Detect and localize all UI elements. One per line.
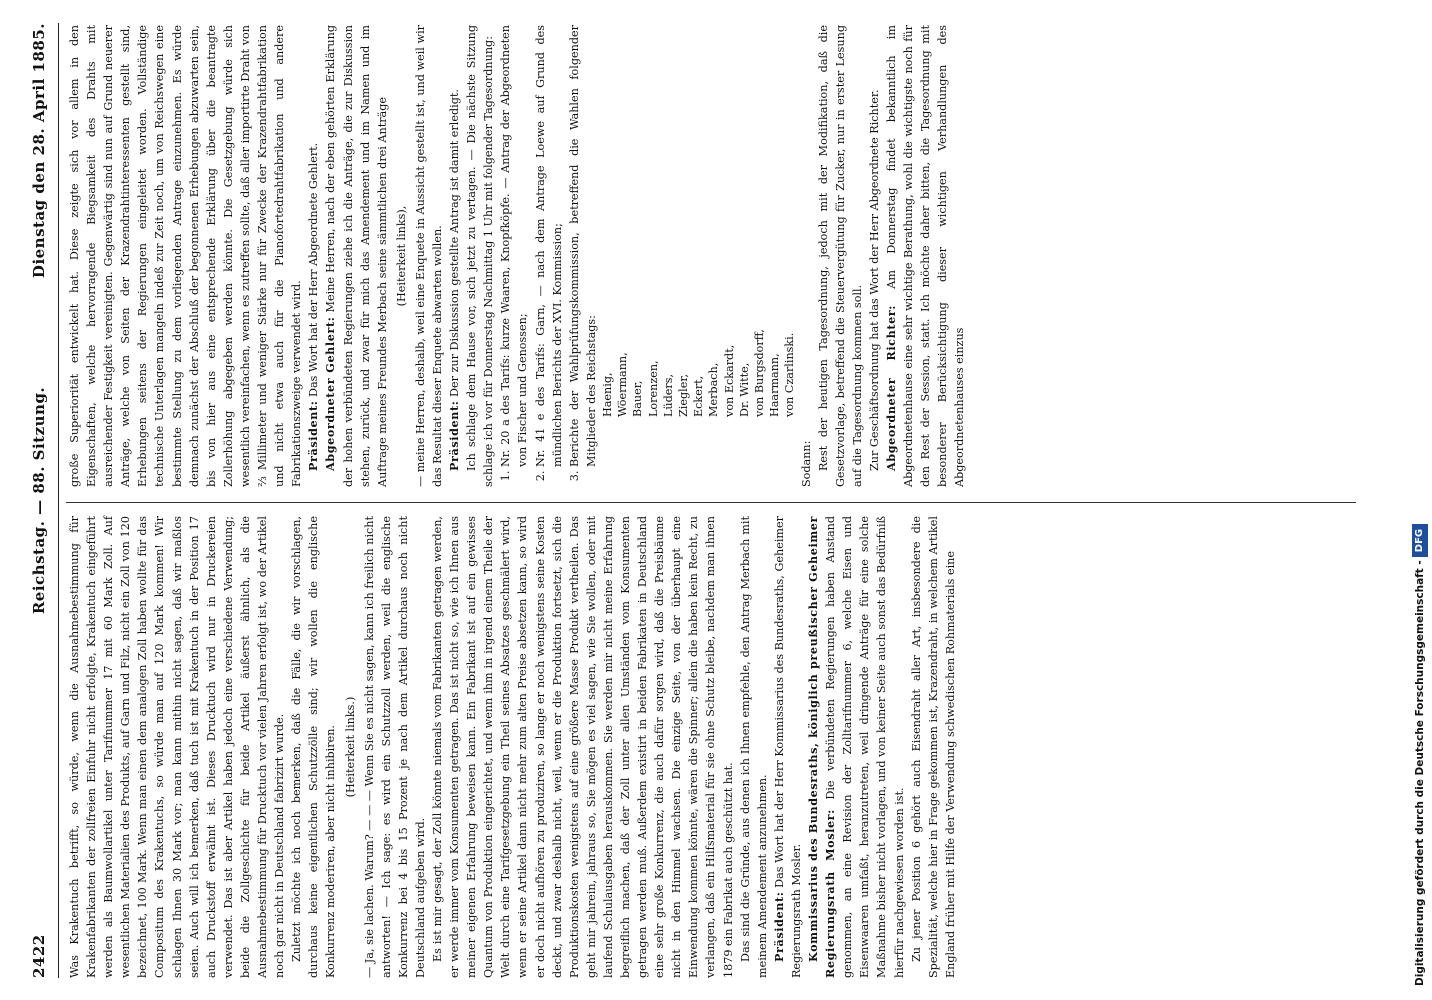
member-name: von Eckardt,	[722, 344, 736, 417]
running-header	[30, 23, 54, 978]
right-text-column	[66, 25, 968, 487]
member-name: Ziegler,	[676, 373, 690, 417]
digitization-banner	[1410, 0, 1430, 1000]
member-name: Lüders,	[661, 373, 675, 417]
member-name: Bauer,	[631, 380, 645, 417]
member-names-list	[600, 25, 798, 417]
speech-text: Der zur Diskussion gestellte Antrag ist damit erledigt.	[448, 89, 462, 397]
member-name: von Burgsdorff,	[752, 329, 766, 417]
session-title: Reichstag. — 88. Sitzung.	[30, 386, 48, 615]
speech-text: Meine Herren, nach der eben gehörten Erklärung der hohen verbündeten Regierungen ziehe ich die Anträge, die zur Diskussion stehen, zurück, und zwar für mich das Amendement und im Namen und im Auftrage meines Freundes Merbach seine sämmtlichen drei Anträge	[324, 25, 389, 487]
speech-text: Das Wort hat der Herr Abgeordnete Gehlert.	[307, 142, 321, 397]
paragraph: Zur Geschäftsordnung hat das Wort der Herr Abgeordnete Richter.	[867, 89, 881, 471]
dfg-logo: DFG	[1412, 524, 1428, 557]
speaker-name: Präsident:	[447, 400, 462, 471]
paragraph: Ich schlage dem Hause vor, sich jetzt zu vertagen. — Die nächste Sitzung schlage ich vor für Donnerstag Nachmittag 1 Uhr mit folgender Tagesordnung:	[465, 25, 496, 487]
speech-text: Das Wort hat der Herr Kommissarius des Bundesraths, Geheimer Regierungsrath Mosler.	[772, 516, 803, 978]
column-divider	[66, 502, 1356, 503]
header-rule	[58, 23, 59, 978]
paragraph: Sodann:	[799, 440, 813, 487]
member-name: Haenig,	[600, 372, 614, 417]
paragraph: Zuletzt möchte ich noch bemerken, daß die Fälle, die wir vorschlagen, durchaus keine eigentlichen Schutzzölle sind; wir wollen die englische Konkurrenz moderiren, aber nicht inhibiren.	[290, 516, 338, 978]
speaker-paragraph	[805, 516, 908, 978]
agenda-item: 2. Nr. 41 e des Tarifs: Garn, — nach dem Antrage Loewe auf Grund des mündlichen Berichts der XVI. Kommission;	[532, 25, 566, 467]
agenda-list	[497, 25, 600, 487]
speaker-name: Präsident:	[771, 891, 786, 962]
paragraph: Zu jener Position 6 gehört auch Eisendraht aller Art, insbesondere die Spezialität, welche hier in Frage gekommen ist, Krazendraht, in welchem Artikel England früher mit Hilfe der Verwendung schwedischen Rohmaterials eine	[909, 516, 957, 978]
paragraph: — Ja, sie lachen. Warum? — — — Wenn Sie es nicht sagen, kann ich freilich nicht antworten! — Ich sage: es wird ein Schutzzoll werden, weil die englische Konkurrenz bei 4 bis 15 Prozent je nach dem Artikel durchaus noch nicht Deutschland aufgeben wird.	[362, 516, 427, 978]
speaker-name: Kommissarius des Bundesraths, königlich preußischer Geheimer Regierungsrath Mosler:	[806, 516, 838, 978]
member-name: Eckert,	[692, 375, 706, 417]
agenda-item: 1. Nr. 20 a des Tarifs: kurze Waaren, Knopfköpfe. — Antrag der Abgeordneten von Fischer und Genossen;	[497, 25, 531, 467]
speech-text: Die verbündeten Regierungen haben Anstand genommen, an eine Revision der Zolltarifnummer 6, welche Eisen und Eisenwaaren umfaßt, heranzutreten, weil dringende Anträge für eine solche Maßnahme bisher nicht vorlagen, und von keiner Seite auch sonst das Bedürfniß hierfür nachgewiesen worden ist.	[824, 516, 906, 978]
paragraph: Es ist mir gesagt, der Zoll könnte niemals vom Fabrikanten getragen werden, er werde immer vom Konsumenten getragen. Das ist nicht so, wie ich Ihnen aus meiner eigenen Erfahrung beweisen kann. Ein Fabrikant ist auf ein gewisses Quantum von Produktion eingerichtet, und wenn ihm in irgend einem Theile der Welt durch eine Tarifgesetzgebung ein Theil seines Absatzes geschmälert wird, wenn er seine Artikel dann nicht mehr zum alten Preise absetzen kann, so wird er doch nicht aufhören zu produziren, so lange er noch wenigstens seine Kosten deckt, und zwar deshalb nicht, weil, wenn er die Produktion fortsetzt, sich die Produktionskosten wenigstens auf eine größere Masse Produkt vertheilen. Das geht mir jahrein, jahraus so, Sie mögen es viel sagen, wie Sie wollen, oder mit laufend Schulausgaben herauskommen. Sie werden mir nicht meine Erfahrung begreiflich machen, daß der Zoll unter allen Umständen vom Konsumenten getragen werden muß. Außerdem existirt in beiden Fabrikaten in Deutschland eine sehr große Konkurrenz, die auch dafür sorgen wird, daß die Preisbäume nicht in den Himmel wachsen. Die einzige Seite, von der überhaupt eine Einwendung kommen könnte, wären die Spinner; allein die haben kein Recht, zu verlangen, daß ein Hilfsmaterial für sie ohne Schutz bleibe, nachdem man ihnen 1879 ein Fabrikat auch geschützt hat.	[430, 516, 735, 978]
speaker-paragraph	[883, 25, 968, 487]
paragraph: Das sind die Gründe, aus denen ich Ihnen empfehle, den Antrag Merbach mit meinem Amendement anzunehmen.	[738, 516, 769, 978]
member-name: Haarmann,	[768, 353, 782, 417]
page-number: 2422	[30, 934, 48, 978]
speaker-name: Abgeordneter Richter:	[884, 304, 899, 471]
member-name: von Czarlinski.	[783, 332, 797, 417]
speaker-paragraph	[305, 25, 322, 487]
speaker-name: Präsident:	[306, 400, 321, 471]
member-name: Lorenzen,	[646, 360, 660, 417]
stage-direction: (Heiterkeit links),	[394, 205, 408, 307]
speaker-name: Abgeordneter Gehlert:	[323, 316, 338, 471]
speaker-paragraph	[771, 516, 805, 978]
member-name: Dr. Witte,	[737, 362, 751, 417]
speaker-paragraph	[322, 25, 390, 487]
member-name: Merbach,	[707, 362, 721, 417]
speech-text: Am Donnerstag findet bekanntlich im Abgeordnetenhause eine sehr wichtige Berathung, wohl die wichtigste noch für den Rest der Session, statt. Ich möchte daher bitten, die Tagesordnung mit besonderer Berücksichtigung dieser wichtigen Verhandlungen des Abgeordnetenhauses einzus	[885, 25, 967, 487]
left-text-column	[66, 516, 959, 978]
banner-text: Digitalisierung gefördert durch die Deutsche Forschungsgemeinschaft -	[1414, 560, 1426, 986]
paragraph: — meine Herren, deshalb, weil eine Enquete in Aussicht gestellt ist, und weil wir das Resultat dieser Enquete abwarten wollen.	[413, 25, 444, 487]
session-date: Dienstag den 28. April 1885.	[30, 23, 48, 279]
agenda-item: 3. Berichte der Wahlprüfungskommission, betreffend die Wahlen folgender Mitglieder des Reichstags:	[566, 25, 600, 467]
member-name: Wöermann,	[616, 352, 630, 417]
paragraph: Was Krakentuch betrifft, so würde, wenn die Ausnahmebestimmung für Krakenfabrikanten der zollfreien Einfuhr nicht erfolgte, Krakentuch eingeführt werden als Baumwollartikel unter Tarifnummer 17 mit 60 Mark Zoll. Auf wesentlichen Materialien des Produkts, auf Garn und Filz, nicht ein Zoll von 120 bezeichnet, 100 Mark. Wenn man einen dem analogen Zoll haben wollte für das Compositum des Krakentuchs, so würde man auf 120 Mark kommen! Wir schlagen Ihnen 30 Mark vor; man kann mithin nicht sagen, daß wir maßlos seien. Auch will ich bemerken, daß tuch ist mit Krakentuch in der Position 17 auch Druckstoff erwähnt ist. Dieses Drucktuch wird nur in Druckereien verwendet. Das ist aber Artikel haben jedoch eine verschiedene Verwendung; beide die Zollgeschichte für beide Artikel äußerst ähnlich, als die Ausnahmebestimmung für Drucktuch vor vielen Jahren erfolgt ist, wo der Artikel noch gar nicht in Deutschland fabrizirt wurde.	[68, 516, 287, 978]
paragraph: große Superiorität entwickelt hat. Diese zeigte sich vor allem in den Eigenschaften, welche hervorragende Biegsamkeit des Drahts mit ausreichender Festigkeit vereinigten. Gegenwärtig sind nun auf Grund neuerer Anträge, welche von Seiten der Krazendrahtinteressenten gestellt sind, Erhebungen seitens der Regierungen eingeleitet worden. Vollständige technische Unterlagen mangeln indeß zur Zeit noch, um von Reichswegen eine bestimmte Stellung zu dem vorliegenden Antrage einzunehmen. Es würde demnach zunächst der Abschluß der begonnenen Erhebungen abzuwarten sein, bis von hier aus eine entsprechende Erklärung über die beantragte Zollerhöhung abgegeben werden könnte. Die Gesetzgebung würde sich wesentlich vereinfachen, wenn es zutreffen sollte, daß aller importirte Draht von ⅔ Millimeter und weniger Stärke nur für Zwecke der Krazendrahtfabrikation und nicht etwa auch für die Pianofortedrahtfabrikation und andere Fabrikationszweige verwendet wird.	[68, 25, 304, 487]
banner-text-line	[1410, 0, 1430, 1000]
stage-direction: (Heiterkeit links.)	[343, 696, 357, 798]
paragraph: Rest der heutigen Tagesordnung, jedoch mit der Modifikation, daß die Gesetzvorlage, betreffend die Steuervergütung für Zucker, nur in erster Lesung auf die Tagesordnung kommen soll.	[816, 25, 864, 487]
speaker-paragraph	[446, 25, 463, 487]
